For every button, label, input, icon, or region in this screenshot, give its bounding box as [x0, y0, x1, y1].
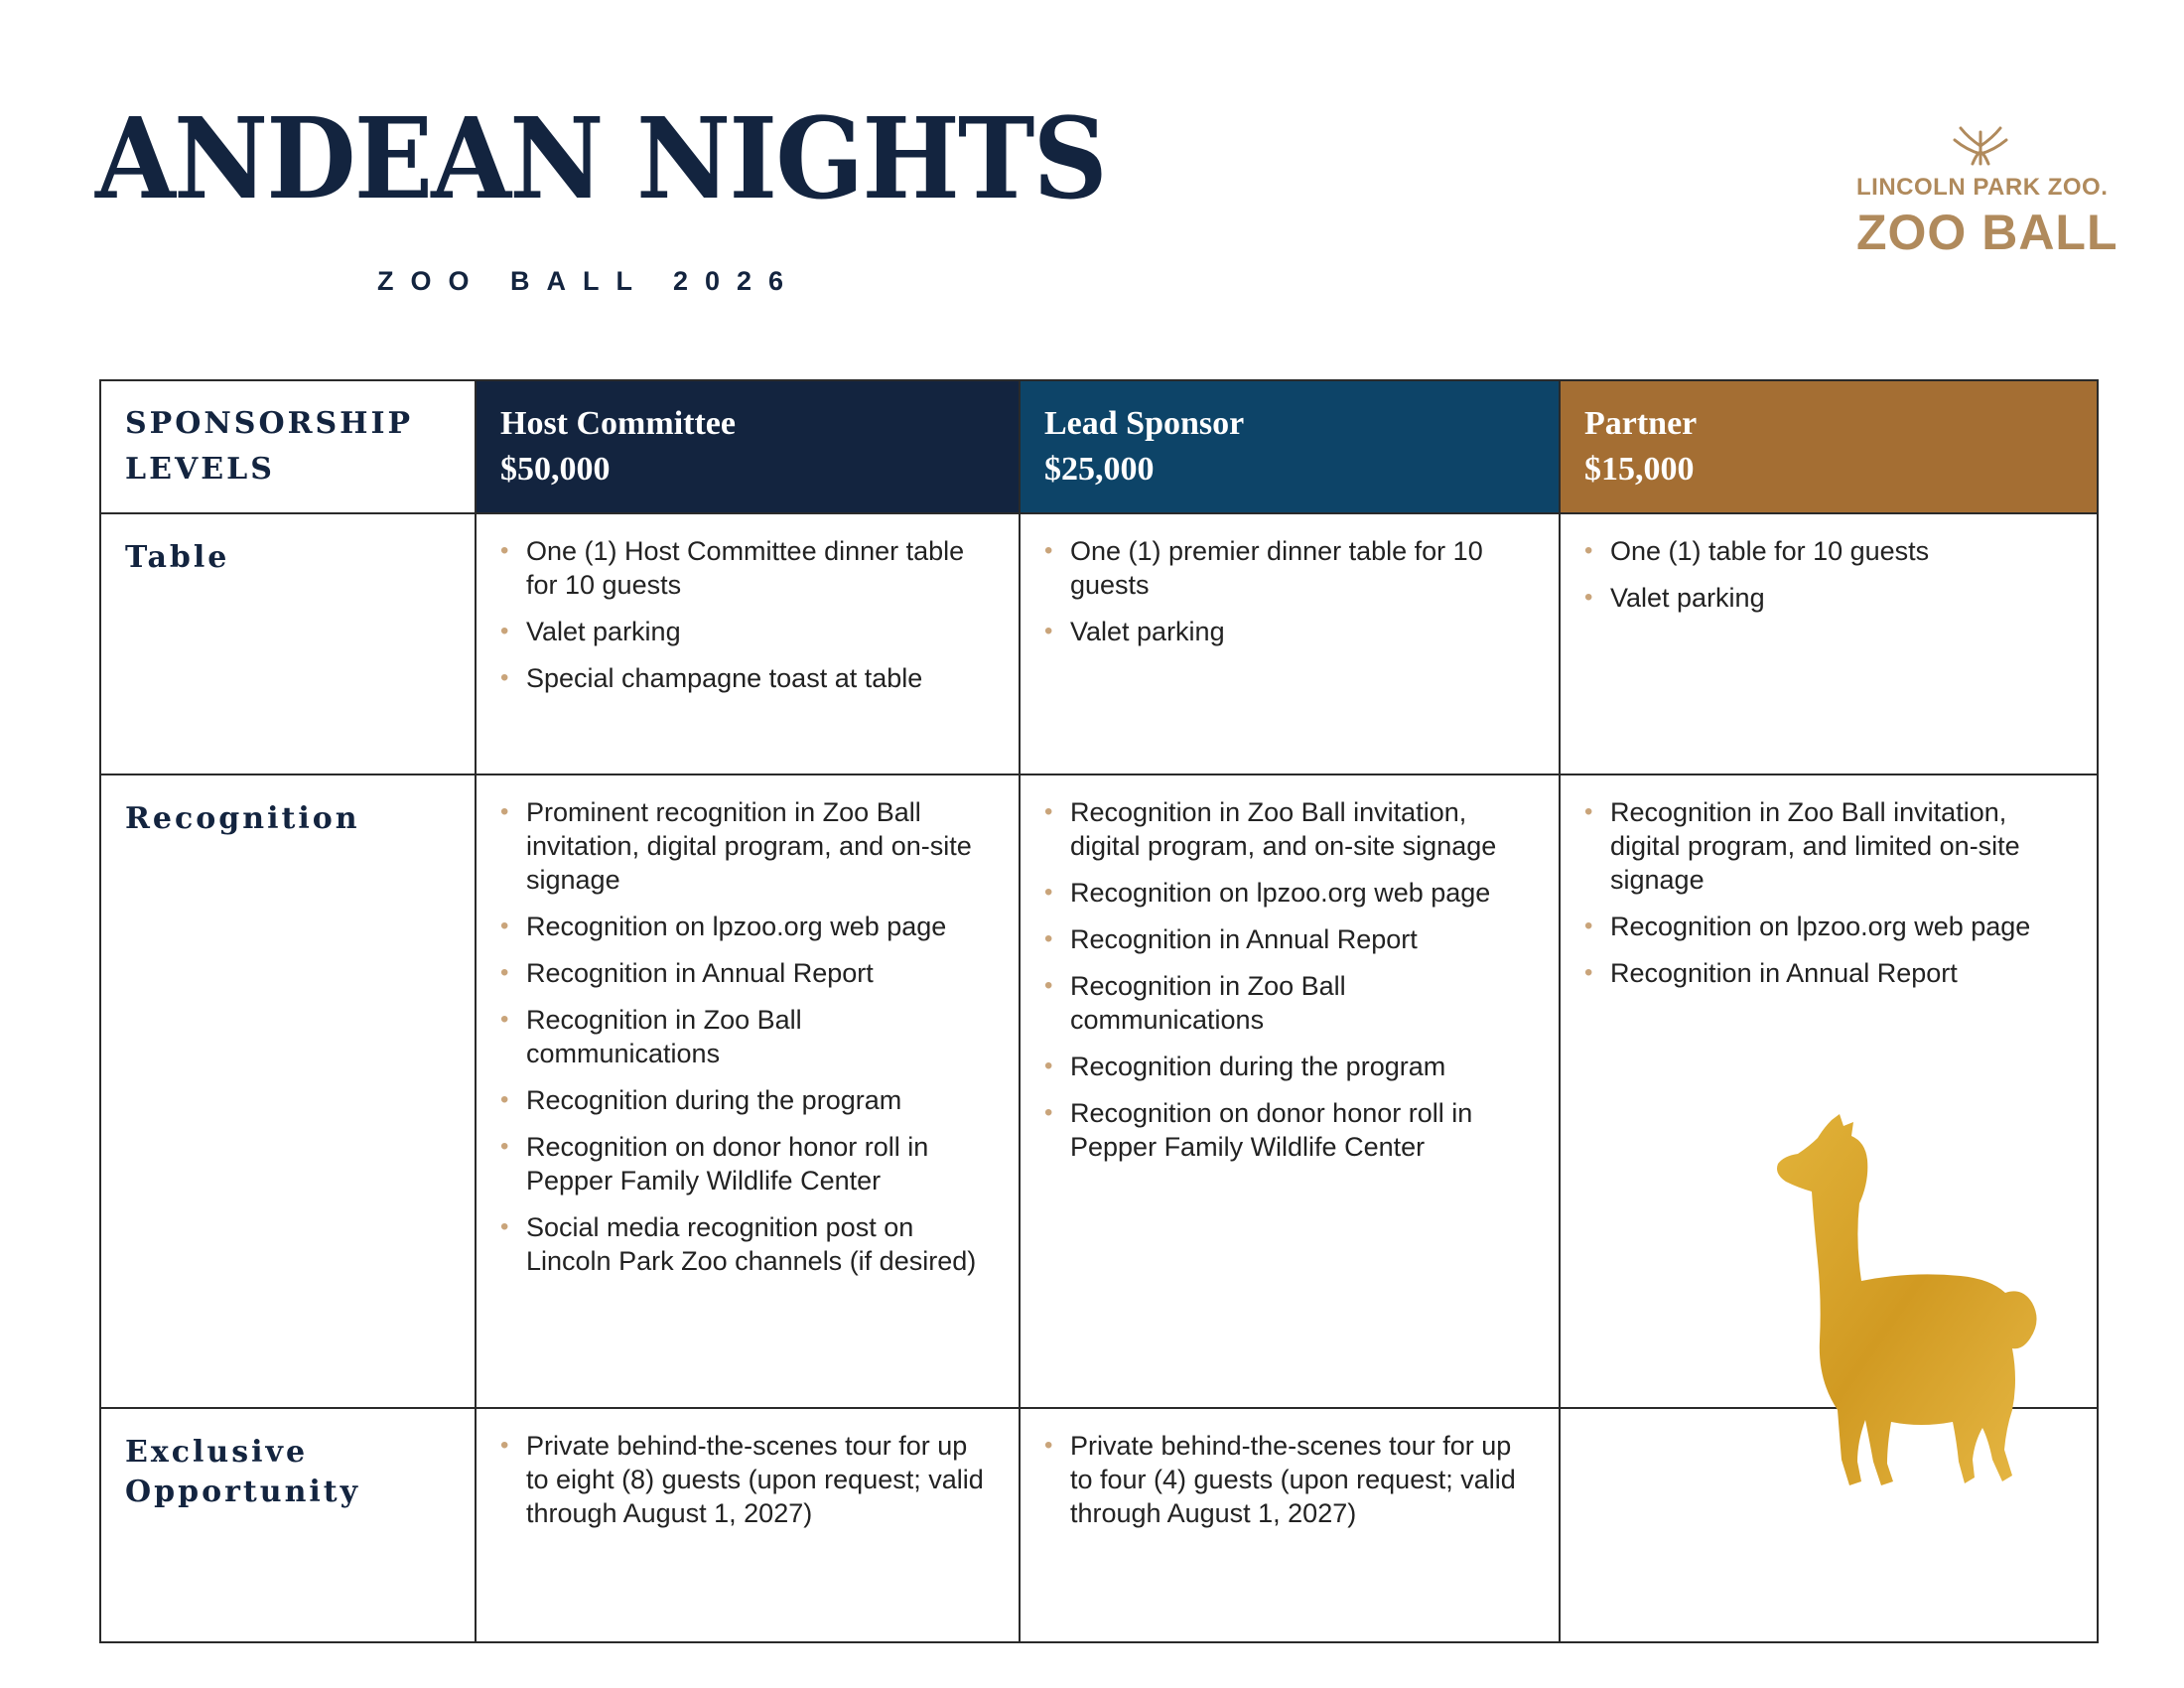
tier-partner-header	[1560, 380, 2098, 513]
list-item: • One (1) Host Committee dinner table for 10 guests	[500, 534, 995, 602]
zoo-logo	[1856, 124, 2118, 260]
row-label-text: Table	[125, 540, 230, 575]
sponsorship-levels-header	[100, 380, 476, 513]
list-item: • Prominent recognition in Zoo Ball invitation, digital program, and on-site signage	[500, 795, 995, 897]
list-item: • Recognition in Zoo Ball invitation, digital program, and on-site signage	[1044, 795, 1535, 863]
row-label-exclusive-opportunity	[100, 1408, 476, 1642]
cell-lead-sponsor	[1020, 1408, 1560, 1642]
list-item: • Recognition on donor honor roll in Pepper Family Wildlife Center	[1044, 1096, 1535, 1164]
list-item: • Recognition in Annual Report	[1044, 922, 1535, 956]
table-row	[100, 513, 2098, 774]
list-item: • Valet parking	[1044, 615, 1535, 648]
list-item: • Special champagne toast at table	[500, 661, 995, 695]
list-item: • Valet parking	[1584, 581, 2073, 615]
tier-price: $15,000	[1584, 451, 1695, 488]
page-title: ANDEAN NIGHTS	[95, 94, 1106, 224]
tier-host-committee-header	[476, 380, 1020, 513]
cell-lead-sponsor	[1020, 513, 1560, 774]
list-item: • Recognition in Zoo Ball invitation, digital program, and limited on-site signage	[1584, 795, 2073, 897]
list-item: • Valet parking	[500, 615, 995, 648]
alpaca-icon	[1762, 1112, 2060, 1499]
list-item: • Recognition in Annual Report	[1584, 956, 2073, 990]
tier-name: Lead Sponsor	[1044, 405, 1245, 442]
logo-event-name: ZOO BALL	[1856, 205, 2118, 260]
cell-lead-sponsor	[1020, 774, 1560, 1408]
tier-price: $25,000	[1044, 451, 1155, 488]
list-item: • Recognition on lpzoo.org web page	[500, 910, 995, 943]
page-subtitle: ZOO BALL 2026	[377, 266, 801, 296]
row-label-table	[100, 513, 476, 774]
list-item: • Recognition in Annual Report	[500, 956, 995, 990]
list-item: • Private behind-the-scenes tour for up to four (4) guests (upon request; valid through August 1, 2027)	[1044, 1429, 1535, 1530]
list-item: • One (1) table for 10 guests	[1584, 534, 2073, 568]
tier-price: $50,000	[500, 451, 611, 488]
tier-name: Partner	[1584, 405, 1698, 442]
cell-host-committee	[476, 513, 1020, 774]
row-label-text: Exclusive	[125, 1435, 309, 1470]
tier-name: Host Committee	[500, 405, 736, 442]
list-item: • Private behind-the-scenes tour for up to eight (8) guests (upon request; valid through August 1, 2027)	[500, 1429, 995, 1530]
tier-lead-sponsor-header	[1020, 380, 1560, 513]
list-item: • Recognition on lpzoo.org web page	[1584, 910, 2073, 943]
cell-host-committee	[476, 774, 1020, 1408]
list-item: • Recognition in Zoo Ball communications	[500, 1003, 995, 1070]
cell-host-committee	[476, 1408, 1020, 1642]
list-item: • Social media recognition post on Lincoln Park Zoo channels (if desired)	[500, 1210, 995, 1278]
list-item: • Recognition in Zoo Ball communications	[1044, 969, 1535, 1037]
levels-line-2: LEVELS	[125, 452, 275, 487]
list-item: • Recognition during the program	[1044, 1050, 1535, 1083]
levels-line-1: SPONSORSHIP	[125, 406, 414, 441]
row-label-text: Recognition	[125, 801, 360, 836]
list-item: • One (1) premier dinner table for 10 guests	[1044, 534, 1535, 602]
row-label-text: Opportunity	[125, 1475, 361, 1509]
zoo-logo-icon	[1951, 124, 2010, 166]
list-item: • Recognition during the program	[500, 1083, 995, 1117]
table-header-row	[100, 380, 2098, 513]
list-item: • Recognition on donor honor roll in Pepper Family Wildlife Center	[500, 1130, 995, 1197]
row-label-recognition	[100, 774, 476, 1408]
list-item: • Recognition on lpzoo.org web page	[1044, 876, 1535, 910]
cell-partner	[1560, 513, 2098, 774]
logo-org-name: LINCOLN PARK ZOO.	[1856, 174, 2109, 201]
